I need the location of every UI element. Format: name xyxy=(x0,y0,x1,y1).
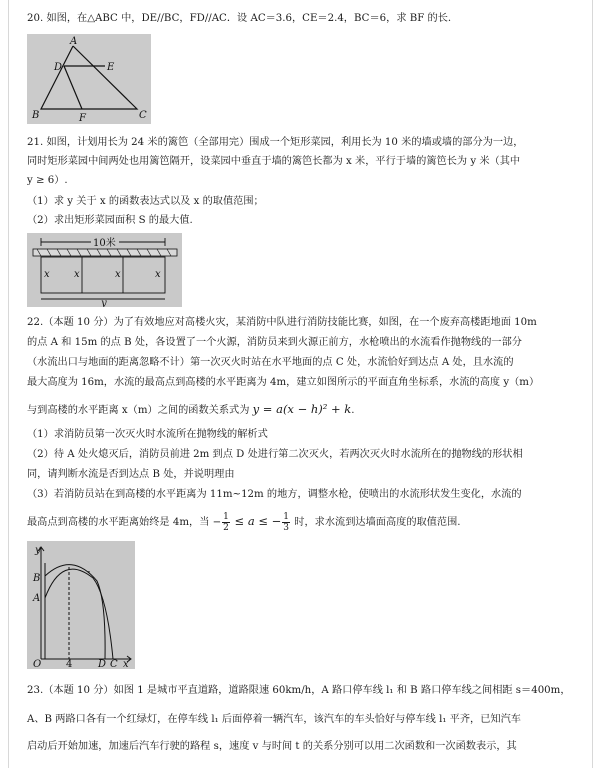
q21-line-2: 同时矩形菜园中间两处也用篱笆隔开，设菜园中垂直于墙的篱笆长都为 x 米，平行于墙的篱笆长为 y 米（其中 xyxy=(27,156,521,167)
q22-part-3: （3）若消防员站在到高楼的水平距离为 11m~12m 的地方，调整水枪，使喷出的水流形状发生变化，水流的 xyxy=(27,489,522,500)
page-border-left xyxy=(8,0,9,768)
q22-part-3b xyxy=(27,510,585,534)
q22-part-3b-lead: 最高点到高楼的水平距离始终是 4m，当 − xyxy=(27,517,222,528)
q22-line-3: （水流出口与地面的距离忽略不计）第一次灭火时站在水平地面的点 C 处，水流恰好到达点 A 处，且水流的 xyxy=(27,357,514,368)
q22-axis-label-x: x xyxy=(123,659,129,669)
q22-axis-label-y: y xyxy=(35,545,41,556)
q22-part-2a: （2）待 A 处火熄灭后，消防员前进 2m 到点 D 处进行第二次灭火，若两次灭火时水流所在的抛物线的形状相 xyxy=(27,449,523,460)
q20-triangle-figure xyxy=(27,34,151,124)
q22-part-1: （1）求消防员第一次灭火时水流所在抛物线的解析式 xyxy=(27,429,268,440)
q20-label-D: D xyxy=(54,62,63,73)
q22-label-O: O xyxy=(33,659,42,669)
q20-label-C: C xyxy=(139,110,147,121)
q21-x-label-2: x xyxy=(74,269,80,280)
q23-line-2: A、B 两路口各有一个红绿灯，在停车线 l₁ 后面停着一辆汽车，该汽车的车头恰好与停车线 l₁ 平齐，已知汽车 xyxy=(27,714,521,725)
q22-line-5-text: 与到高楼的水平距离 x（m）之间的函数关系式为 xyxy=(27,405,253,416)
q22-parabola-formula: y = a(x − h)² + k xyxy=(252,402,352,416)
q21-wall-label: 10米 xyxy=(93,238,116,249)
q21-part-2: （2）求出矩形菜园面积 S 的最大值. xyxy=(27,215,193,226)
q22-label-A: A xyxy=(33,593,41,604)
q20-label-F: F xyxy=(79,113,86,124)
q23-line-3: 启动后开始加速，加速后汽车行驶的路程 s，速度 v 与时间 t 的关系分别可以用二次函数和一次函数表示，其 xyxy=(27,741,517,752)
q20-label-A: A xyxy=(70,36,78,47)
q22-tick-4: 4 xyxy=(66,659,73,669)
page-border-right xyxy=(592,0,593,768)
q22-part-2b: 同，请判断水流是否到达点 B 处，并说明理由 xyxy=(27,469,235,480)
q22-parabola-figure xyxy=(27,541,135,669)
q22-line-5-end: . xyxy=(351,405,355,416)
q20-label-B: B xyxy=(32,110,40,121)
q20-label-E: E xyxy=(107,62,115,73)
q22-line-4: 最大高度为 16m，水流的最高点到高楼的水平距离为 4m，建立如图所示的平面直角坐标系，水流的高度 y（m） xyxy=(27,377,540,388)
q21-line-1: 21. 如图，计划用长为 24 米的篱笆（全部用完）围成一个矩形菜园，利用长为 10 米的墙或墙的部分为一边， xyxy=(27,137,524,148)
q20-text: 20. 如图，在△ABC 中，DE//BC，FD//AC．设 AC＝3.6，CE＝2.4，BC＝6，求 BF 的长. xyxy=(27,13,452,24)
q22-fraction-half: $\frac{1}{2}$ xyxy=(223,511,229,533)
q22-label-B: B xyxy=(33,573,41,584)
q21-x-label-4: x xyxy=(155,269,161,280)
q21-y-label: y xyxy=(101,298,107,307)
q22-line-1: 22.（本题 10 分）为了有效地应对高楼火灾，某消防中队进行消防技能比赛，如图，在一个废弃高楼距地面 10m xyxy=(27,317,537,328)
q21-x-label-1: x xyxy=(44,269,50,280)
q21-line-3: y ≥ 6）. xyxy=(27,175,68,186)
q23-line-1: 23.（本题 10 分）如图 1 是城市平直道路，道路限速 60km/h，A 路口停车线 l₁ 和 B 路口停车线之间相距 s＝400m， xyxy=(27,685,571,696)
q22-inequality: ≤ a ≤ − xyxy=(230,514,282,528)
q21-garden-figure xyxy=(27,233,182,307)
q22-label-D: D xyxy=(98,659,107,669)
q22-line-5 xyxy=(27,402,585,418)
q21-x-label-3: x xyxy=(115,269,121,280)
q22-fraction-third: $\frac{1}{3}$ xyxy=(283,511,290,533)
q22-part-3b-tail: 时，求水流到达墙面高度的取值范围. xyxy=(291,517,461,528)
q21-part-1: （1）求 y 关于 x 的函数表达式以及 x 的取值范围； xyxy=(27,196,264,207)
q22-label-C: C xyxy=(110,659,118,669)
q22-line-2: 的点 A 和 15m 的点 B 处，各设置了一个火源，消防员来到火源正前方，水枪喷出的水流看作抛物线的一部分 xyxy=(27,337,522,348)
